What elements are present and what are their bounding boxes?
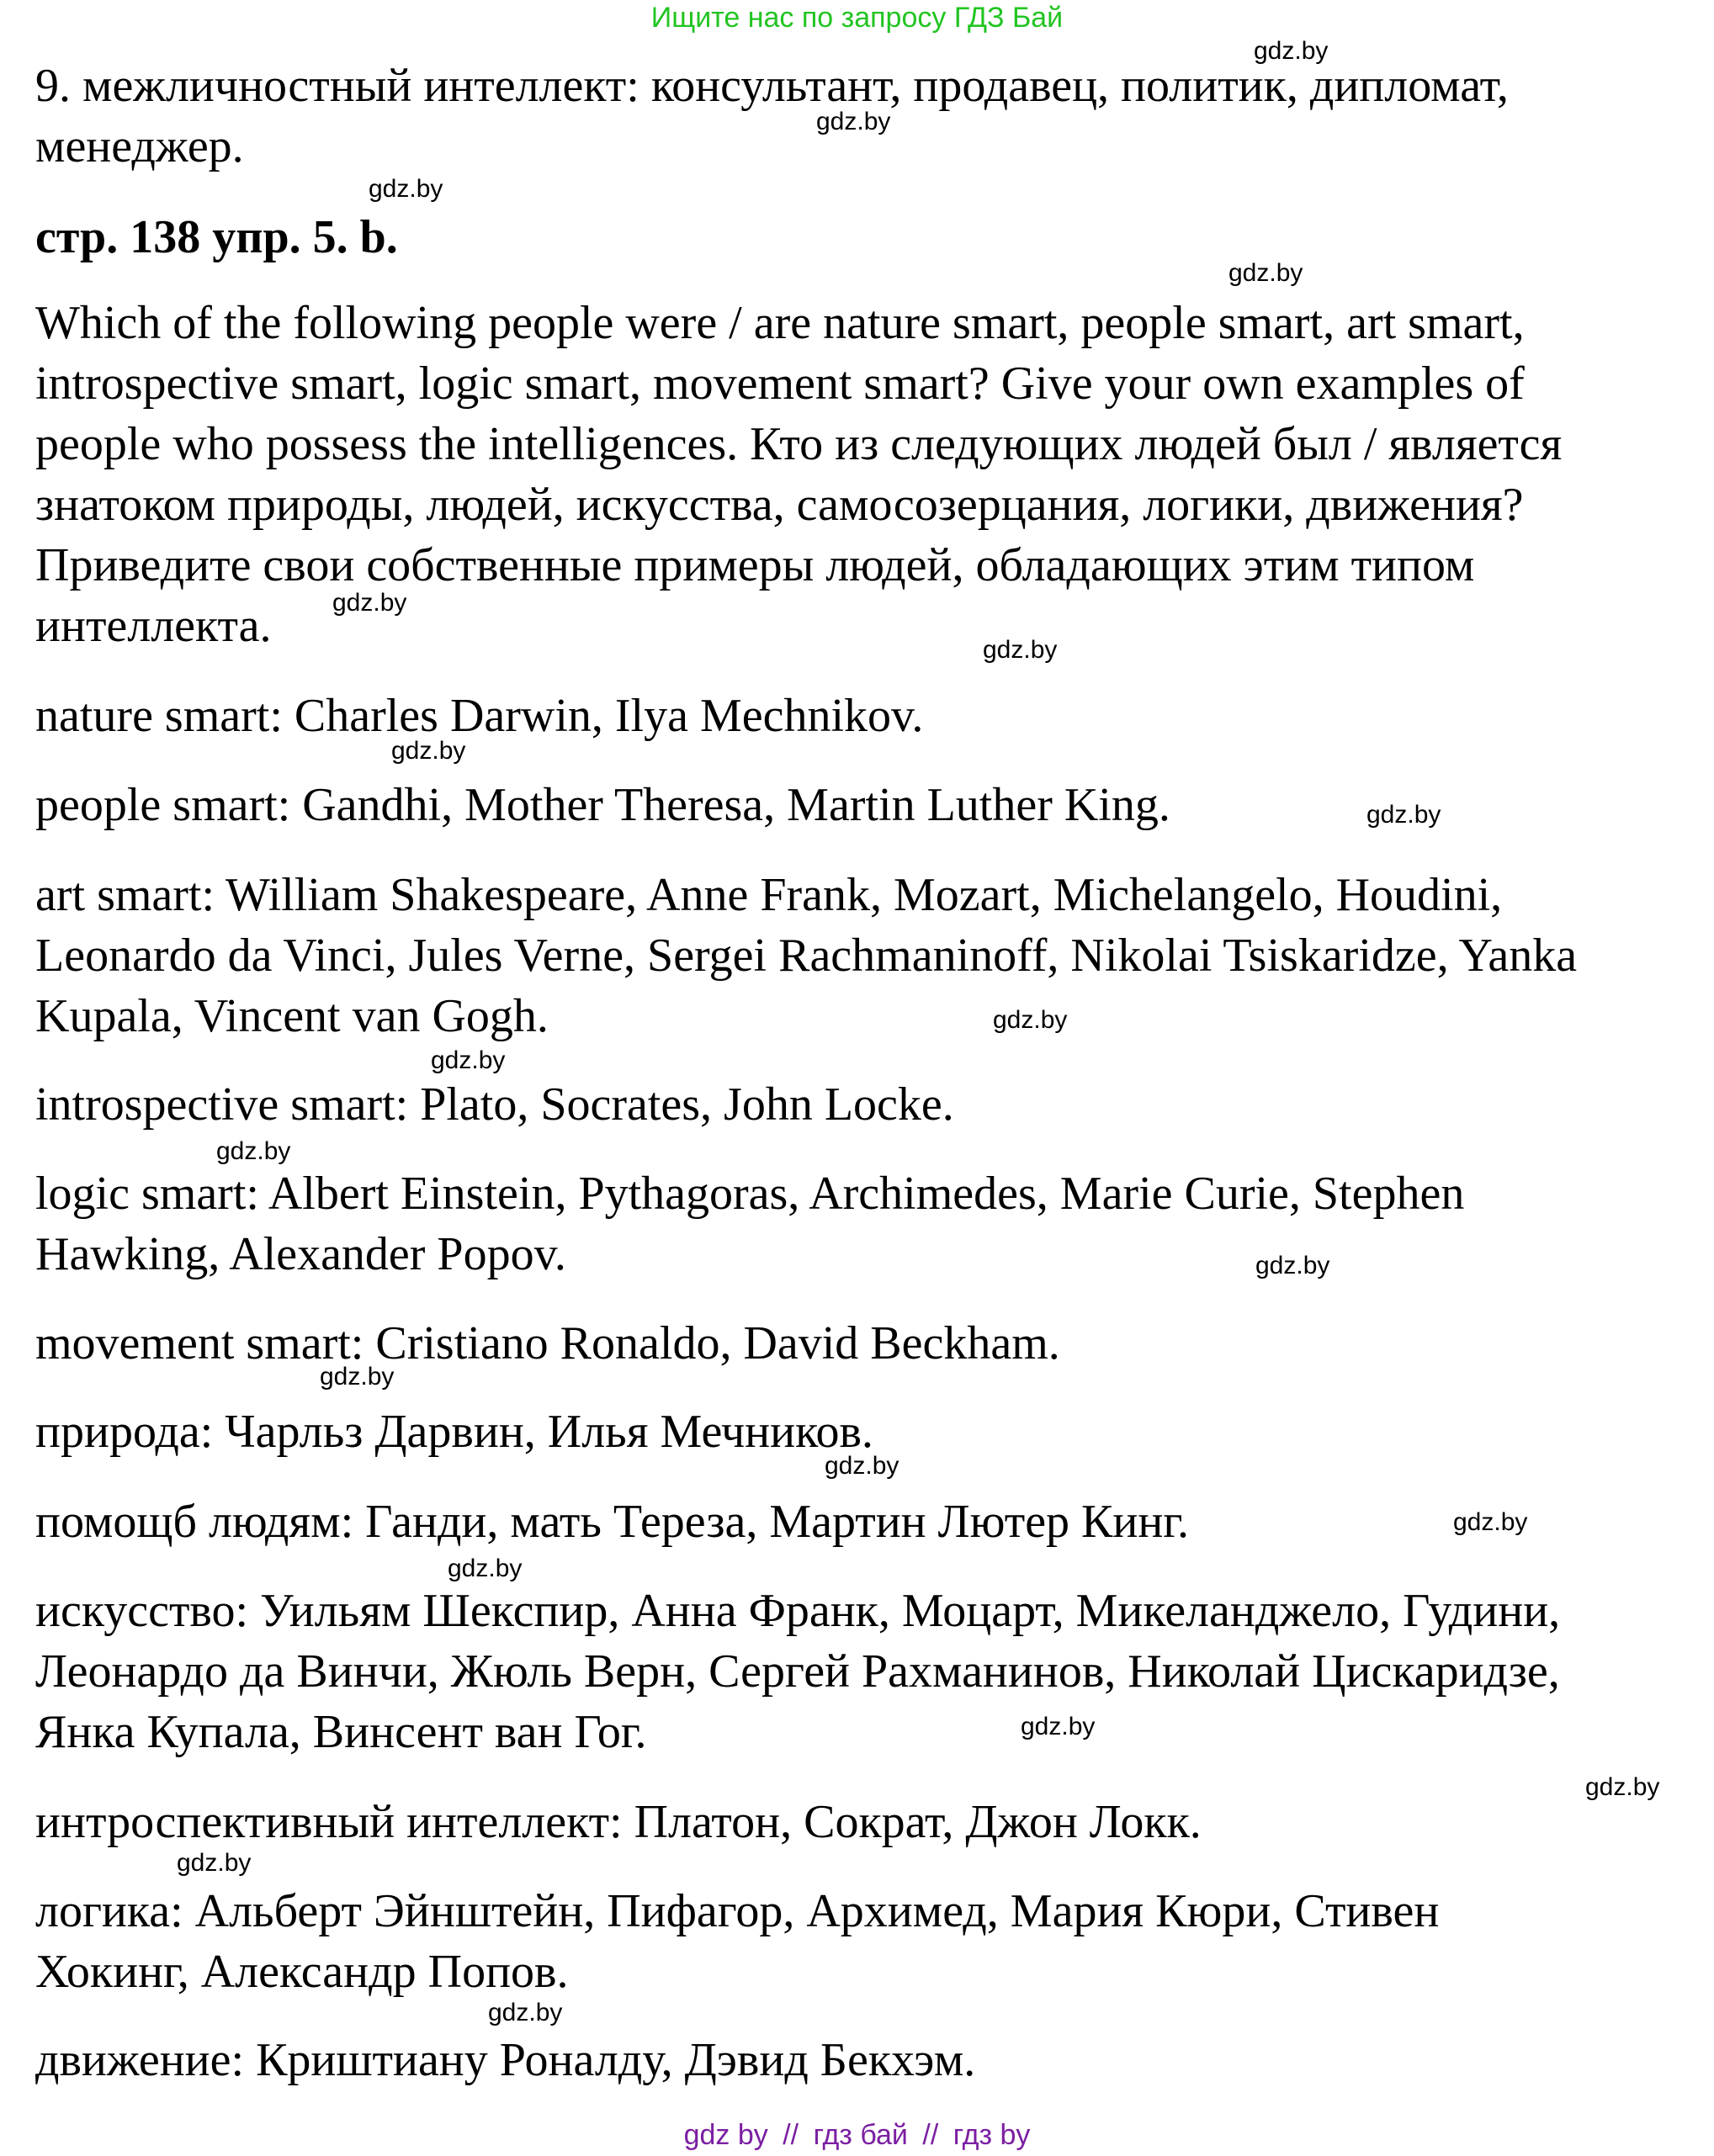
search-hint-banner[interactable]: Ищите нас по запросу ГДЗ Бай: [650, 2, 1064, 34]
watermark: gdz.by: [320, 1363, 395, 1391]
answer-logic-ru-2: Хокинг, Александр Попов.: [35, 1946, 569, 1998]
item9-line2: менеджер.: [35, 120, 244, 172]
watermark: gdz.by: [1254, 37, 1329, 65]
watermark: gdz.by: [1255, 1252, 1330, 1279]
task-line-3: people who possess the intelligences. Кто из следующих людей был / является: [35, 418, 1563, 470]
answer-introspective-en: introspective smart: Plato, Socrates, John Locke.: [35, 1078, 954, 1131]
task-line-1: Which of the following people were / are nature smart, people smart, art smart,: [35, 297, 1525, 349]
answer-logic-en-2: Hawking, Alexander Popov.: [35, 1228, 566, 1280]
answer-logic-en-1: logic smart: Albert Einstein, Pythagoras, Archimedes, Marie Curie, Stephen: [35, 1168, 1465, 1220]
answer-art-ru-3: Янка Купала, Винсент ван Гог.: [35, 1706, 647, 1758]
footer-link-gdz-bai[interactable]: гдз бай: [813, 2119, 908, 2151]
watermark: gdz.by: [431, 1046, 506, 1074]
answer-people-en: people smart: Gandhi, Mother Theresa, Martin Luther King.: [35, 779, 1170, 831]
item9-line1: 9. межличностный интеллект: консультант, продавец, политик, дипломат,: [35, 60, 1509, 112]
watermark: gdz.by: [216, 1137, 291, 1165]
footer-link-gdz-by-cyr[interactable]: гдз by: [953, 2119, 1031, 2151]
answer-nature-en: nature smart: Charles Darwin, Ilya Mechnikov.: [35, 690, 924, 742]
answer-movement-en: movement smart: Cristiano Ronaldo, David Beckham.: [35, 1317, 1060, 1369]
footer-separator: //: [922, 2119, 939, 2151]
task-line-2: introspective smart, logic smart, movement smart? Give your own examples of: [35, 358, 1525, 410]
task-line-5: Приведите свои собственные примеры людей, обладающих этим типом: [35, 539, 1475, 591]
answer-logic-ru-1: логика: Альберт Эйнштейн, Пифагор, Архимед, Мария Кюри, Стивен: [35, 1885, 1440, 1937]
footer-separator: //: [783, 2119, 799, 2151]
answer-movement-ru: движение: Криштиану Роналду, Дэвид Бекхэм.: [35, 2034, 976, 2086]
answer-art-en-2: Leonardo da Vinci, Jules Verne, Sergei Rachmaninoff, Nikolai Tsiskaridze, Yanka: [35, 930, 1578, 982]
task-line-6: интеллекта.: [35, 600, 272, 652]
watermark: gdz.by: [369, 175, 443, 203]
answer-art-ru-2: Леонардо да Винчи, Жюль Верн, Сергей Рахманинов, Николай Цискаридзе,: [35, 1645, 1560, 1698]
answer-art-en-3: Kupala, Vincent van Gogh.: [35, 990, 549, 1042]
watermark: gdz.by: [1021, 1713, 1096, 1740]
watermark: gdz.by: [488, 1999, 563, 2026]
watermark: gdz.by: [1585, 1773, 1660, 1801]
watermark: gdz.by: [1228, 259, 1303, 287]
watermark: gdz.by: [825, 1452, 899, 1480]
watermark: gdz.by: [993, 1006, 1068, 1034]
footer-links: [0, 2118, 1714, 2152]
watermark: gdz.by: [816, 108, 891, 135]
answer-art-ru-1: искусство: Уильям Шекспир, Анна Франк, Моцарт, Микеланджело, Гудини,: [35, 1585, 1561, 1637]
watermark: gdz.by: [1366, 801, 1441, 829]
answer-people-ru: помощб людям: Ганди, мать Тереза, Мартин Лютер Кинг.: [35, 1496, 1189, 1548]
task-line-4: знатоком природы, людей, искусства, самосозерцания, логики, движения?: [35, 479, 1524, 531]
answer-art-en-1: art smart: William Shakespeare, Anne Frank, Mozart, Michelangelo, Houdini,: [35, 869, 1503, 921]
answer-nature-ru: природа: Чарльз Дарвин, Илья Мечников.: [35, 1406, 873, 1458]
watermark: gdz.by: [1453, 1508, 1528, 1536]
watermark: gdz.by: [391, 737, 466, 765]
watermark: gdz.by: [332, 589, 407, 617]
watermark: gdz.by: [448, 1555, 523, 1582]
answer-introspective-ru: интроспективный интеллект: Платон, Сократ, Джон Локк.: [35, 1796, 1202, 1848]
watermark: gdz.by: [983, 636, 1058, 664]
watermark: gdz.by: [177, 1849, 252, 1877]
footer-link-gdz-by[interactable]: gdz by: [683, 2119, 768, 2151]
exercise-heading: стр. 138 упр. 5. b.: [35, 211, 398, 263]
